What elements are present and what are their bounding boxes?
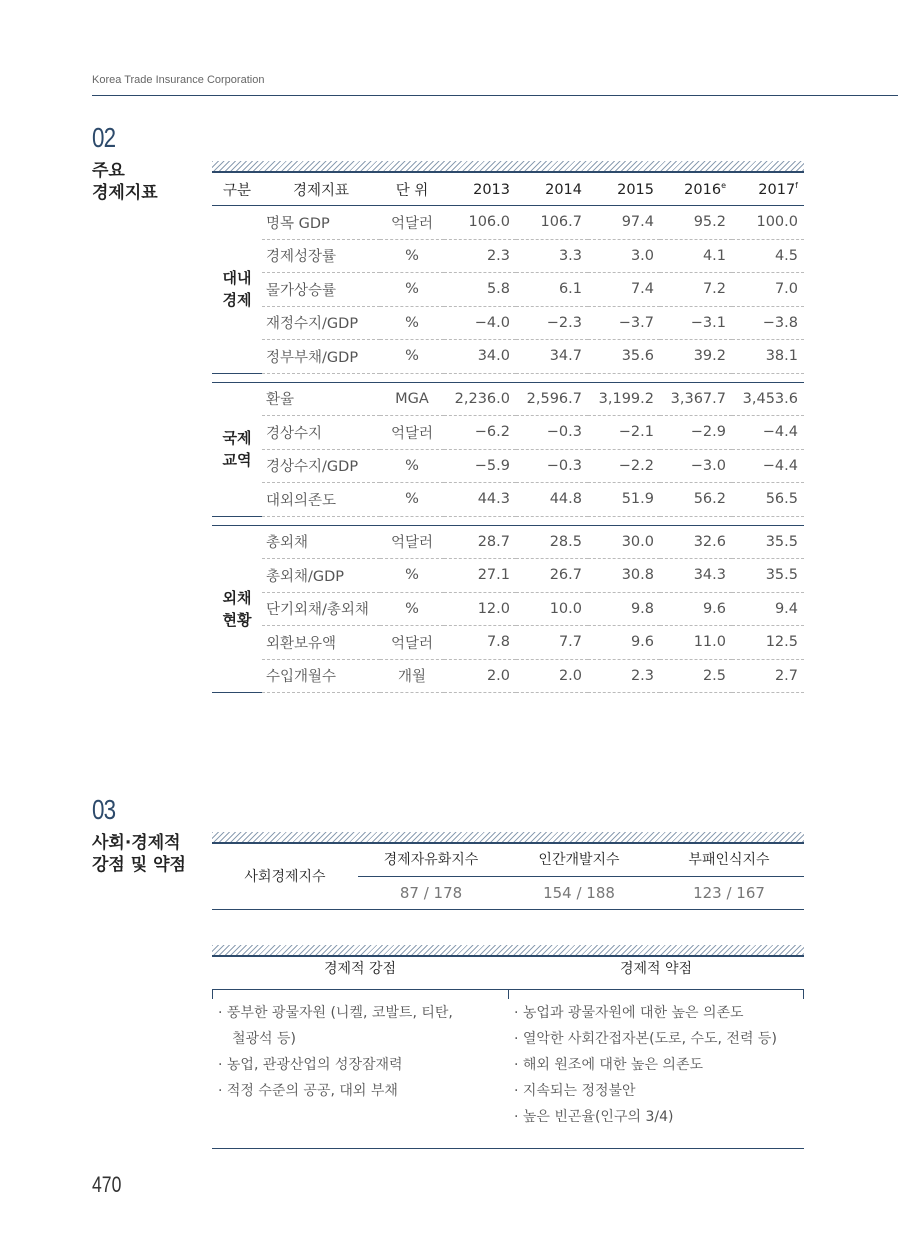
indicator-value: 9.4 <box>732 592 804 626</box>
indicator-unit: 억달러 <box>380 416 444 450</box>
section-title-02-line2: 경제지표 <box>92 183 158 203</box>
indicator-name: 대외의존도 <box>262 483 380 517</box>
indicator-value: 106.7 <box>516 206 588 240</box>
socio-header-freedom: 경제자유화지수 <box>358 842 504 877</box>
col-header-2017-year: 2017 <box>758 181 796 198</box>
strength-item: 철광석 등) <box>232 1031 297 1047</box>
indicator-unit: 억달러 <box>380 206 444 240</box>
indicator-value: 11.0 <box>660 626 732 660</box>
table-row <box>212 626 804 660</box>
indicator-value: −5.9 <box>444 449 516 483</box>
indicator-value: 34.3 <box>660 559 732 593</box>
col-header-unit: 단 위 <box>380 174 444 206</box>
indicator-value: 44.8 <box>516 483 588 517</box>
indicator-value: −4.4 <box>732 449 804 483</box>
socio-label: 사회경제지수 <box>244 868 326 885</box>
group-separator <box>212 373 804 382</box>
indicator-name: 경제성장률 <box>262 239 380 273</box>
indicator-value: 2.3 <box>444 239 516 273</box>
table-header-row <box>212 174 804 206</box>
weakness-tick-left <box>508 990 509 999</box>
socio-value-hdi: 154 / 188 <box>543 884 615 902</box>
group-separator-cell <box>212 373 804 382</box>
indicator-name: 정부부채/GDP <box>262 340 380 374</box>
indicator-unit: MGA <box>380 382 444 416</box>
indicator-value: 38.1 <box>732 340 804 374</box>
indicator-value: 35.5 <box>732 559 804 593</box>
weakness-item: · 높은 빈곤율(인구의 3/4) <box>514 1109 674 1125</box>
indicator-name: 재정수지/GDP <box>262 306 380 340</box>
indicator-name: 수입개월수 <box>262 659 380 693</box>
indicator-value: 7.0 <box>732 273 804 307</box>
indicator-value: 6.1 <box>516 273 588 307</box>
weakness-item: · 농업과 광물자원에 대한 높은 의존도 <box>514 1005 744 1021</box>
indicator-value: 35.6 <box>588 340 660 374</box>
group-label-line1: 국제 <box>222 429 252 447</box>
header-org: Korea Trade Insurance Corporation <box>92 74 265 86</box>
indicator-value: 56.2 <box>660 483 732 517</box>
indicator-unit: % <box>380 340 444 374</box>
group-label <box>212 206 262 374</box>
indicator-value: 28.5 <box>516 525 588 559</box>
col-header-2016 <box>660 174 732 206</box>
strength-item: · 농업, 관광산업의 성장잠재력 <box>218 1057 403 1073</box>
indicator-value: 4.5 <box>732 239 804 273</box>
socio-index-block <box>212 842 804 910</box>
sw-body <box>212 990 804 1149</box>
indicator-value: −2.2 <box>588 449 660 483</box>
section-number-03: 03 <box>92 794 116 825</box>
indicator-value: 7.8 <box>444 626 516 660</box>
sw-header <box>212 947 804 990</box>
indicator-unit: % <box>380 273 444 307</box>
indicator-name: 경상수지/GDP <box>262 449 380 483</box>
indicator-value: −0.3 <box>516 449 588 483</box>
indicator-value: 10.0 <box>516 592 588 626</box>
indicator-value: −3.7 <box>588 306 660 340</box>
table-row <box>212 239 804 273</box>
table-row <box>212 382 804 416</box>
col-header-2016-note: e <box>721 181 726 191</box>
indicator-value: 106.0 <box>444 206 516 240</box>
header-divider <box>92 95 898 96</box>
section-title-03 <box>92 832 186 876</box>
col-header-group: 구분 <box>212 174 262 206</box>
weakness-title: 경제적 약점 <box>619 961 693 977</box>
weakness-list <box>508 990 804 1148</box>
indicator-value: 27.1 <box>444 559 516 593</box>
strength-title: 경제적 강점 <box>323 961 397 977</box>
section-title-02 <box>92 160 158 204</box>
group-separator-cell <box>212 516 804 525</box>
table-header-hatch <box>212 161 804 173</box>
indicator-name: 총외채 <box>262 525 380 559</box>
indicator-value: 30.8 <box>588 559 660 593</box>
section-title-03-line2: 강점 및 약점 <box>92 855 186 875</box>
indicator-unit: % <box>380 306 444 340</box>
col-header-2015: 2015 <box>588 174 660 206</box>
group-label-line2: 교역 <box>222 451 252 469</box>
indicator-value: 34.7 <box>516 340 588 374</box>
indicator-value: 2,236.0 <box>444 382 516 416</box>
indicator-name: 외환보유액 <box>262 626 380 660</box>
indicator-value: 26.7 <box>516 559 588 593</box>
indicator-value: 12.0 <box>444 592 516 626</box>
indicator-name: 명목 GDP <box>262 206 380 240</box>
group-label-line1: 외채 <box>222 588 252 607</box>
group-separator <box>212 516 804 525</box>
col-header-2016-year: 2016 <box>684 181 722 198</box>
col-header-2014: 2014 <box>516 174 588 206</box>
strength-weakness-block <box>212 947 804 1149</box>
table-row <box>212 659 804 693</box>
indicator-value: 7.7 <box>516 626 588 660</box>
indicator-value: −2.9 <box>660 416 732 450</box>
indicator-value: 5.8 <box>444 273 516 307</box>
indicator-value: −3.1 <box>660 306 732 340</box>
indicator-value: −2.3 <box>516 306 588 340</box>
col-header-2017 <box>732 174 804 206</box>
table-row <box>212 340 804 374</box>
strength-item: · 적정 수준의 공공, 대외 부채 <box>218 1083 398 1099</box>
strength-item: · 풍부한 광물자원 (니켈, 코발트, 티탄, <box>218 1005 453 1021</box>
page-number: 470 <box>92 1172 122 1197</box>
indicator-unit: % <box>380 559 444 593</box>
group-label <box>212 382 262 516</box>
indicator-unit: % <box>380 483 444 517</box>
indicator-unit: % <box>380 449 444 483</box>
indicator-value: −0.3 <box>516 416 588 450</box>
group-label-line2: 현황 <box>222 610 252 629</box>
indicator-unit: 억달러 <box>380 626 444 660</box>
indicator-name: 경상수지 <box>262 416 380 450</box>
indicator-value: 30.0 <box>588 525 660 559</box>
col-header-2017-note: f <box>795 181 798 191</box>
indicator-value: 3,453.6 <box>732 382 804 416</box>
indicator-value: 34.0 <box>444 340 516 374</box>
indicator-unit: 개월 <box>380 659 444 693</box>
indicator-unit: % <box>380 239 444 273</box>
indicator-value: −4.4 <box>732 416 804 450</box>
group-label-line2: 경제 <box>222 291 252 310</box>
weakness-item: · 지속되는 정정불안 <box>514 1083 636 1099</box>
section-number-02: 02 <box>92 122 116 153</box>
indicator-value: 9.8 <box>588 592 660 626</box>
indicator-value: −2.1 <box>588 416 660 450</box>
indicator-value: 9.6 <box>588 626 660 660</box>
indicator-value: 100.0 <box>732 206 804 240</box>
indicator-value: 95.2 <box>660 206 732 240</box>
indicator-name: 단기외채/총외채 <box>262 592 380 626</box>
socio-value-freedom: 87 / 178 <box>399 884 463 902</box>
indicator-value: 2.3 <box>588 659 660 693</box>
table-row <box>212 416 804 450</box>
col-header-indicator: 경제지표 <box>262 174 380 206</box>
indicator-value: 4.1 <box>660 239 732 273</box>
section-title-02-line1: 주요 <box>92 161 125 181</box>
socio-index-table <box>212 842 804 909</box>
weakness-tick-right <box>803 990 804 999</box>
indicator-value: −3.0 <box>660 449 732 483</box>
strength-list <box>212 990 508 1148</box>
weakness-item: · 열악한 사회간접자본(도로, 수도, 전력 등) <box>514 1031 777 1047</box>
indicator-value: 97.4 <box>588 206 660 240</box>
indicator-value: 2.0 <box>516 659 588 693</box>
indicator-value: 7.2 <box>660 273 732 307</box>
table-row <box>212 206 804 240</box>
indicator-value: 2.7 <box>732 659 804 693</box>
indicator-name: 물가상승률 <box>262 273 380 307</box>
indicator-value: 39.2 <box>660 340 732 374</box>
socio-header-hdi: 인간개발지수 <box>504 842 654 877</box>
socio-header-cpi: 부패인식지수 <box>654 842 804 877</box>
indicator-value: 2.5 <box>660 659 732 693</box>
table-row <box>212 559 804 593</box>
indicator-unit: 억달러 <box>380 525 444 559</box>
section-title-03-line1: 사회·경제적 <box>92 833 181 853</box>
economic-indicators-table <box>212 174 804 693</box>
socio-value-cpi: 123 / 167 <box>693 884 765 902</box>
indicator-value: 7.4 <box>588 273 660 307</box>
table-row <box>212 525 804 559</box>
table-row <box>212 592 804 626</box>
table-row <box>212 483 804 517</box>
indicator-name: 환율 <box>262 382 380 416</box>
indicator-value: 44.3 <box>444 483 516 517</box>
indicator-value: −4.0 <box>444 306 516 340</box>
indicator-value: 9.6 <box>660 592 732 626</box>
group-label <box>212 525 262 693</box>
indicator-value: 51.9 <box>588 483 660 517</box>
group-label-line1: 대내 <box>222 269 252 288</box>
indicator-value: 2.0 <box>444 659 516 693</box>
indicator-value: 3.3 <box>516 239 588 273</box>
weakness-item: · 해외 원조에 대한 높은 의존도 <box>514 1057 703 1073</box>
indicator-value: 2,596.7 <box>516 382 588 416</box>
indicator-value: −3.8 <box>732 306 804 340</box>
indicator-value: 12.5 <box>732 626 804 660</box>
indicator-value: 56.5 <box>732 483 804 517</box>
socio-bottom-rule <box>212 909 804 910</box>
indicator-value: 3.0 <box>588 239 660 273</box>
indicator-name: 총외채/GDP <box>262 559 380 593</box>
table-row <box>212 449 804 483</box>
table-row <box>212 306 804 340</box>
socio-header-row <box>212 842 804 877</box>
indicator-value: 35.5 <box>732 525 804 559</box>
indicator-value: 3,199.2 <box>588 382 660 416</box>
strength-tick <box>212 990 213 999</box>
indicator-value: −6.2 <box>444 416 516 450</box>
indicator-value: 32.6 <box>660 525 732 559</box>
indicator-value: 3,367.7 <box>660 382 732 416</box>
table-row <box>212 273 804 307</box>
indicator-unit: % <box>380 592 444 626</box>
indicator-value: 28.7 <box>444 525 516 559</box>
col-header-2013: 2013 <box>444 174 516 206</box>
